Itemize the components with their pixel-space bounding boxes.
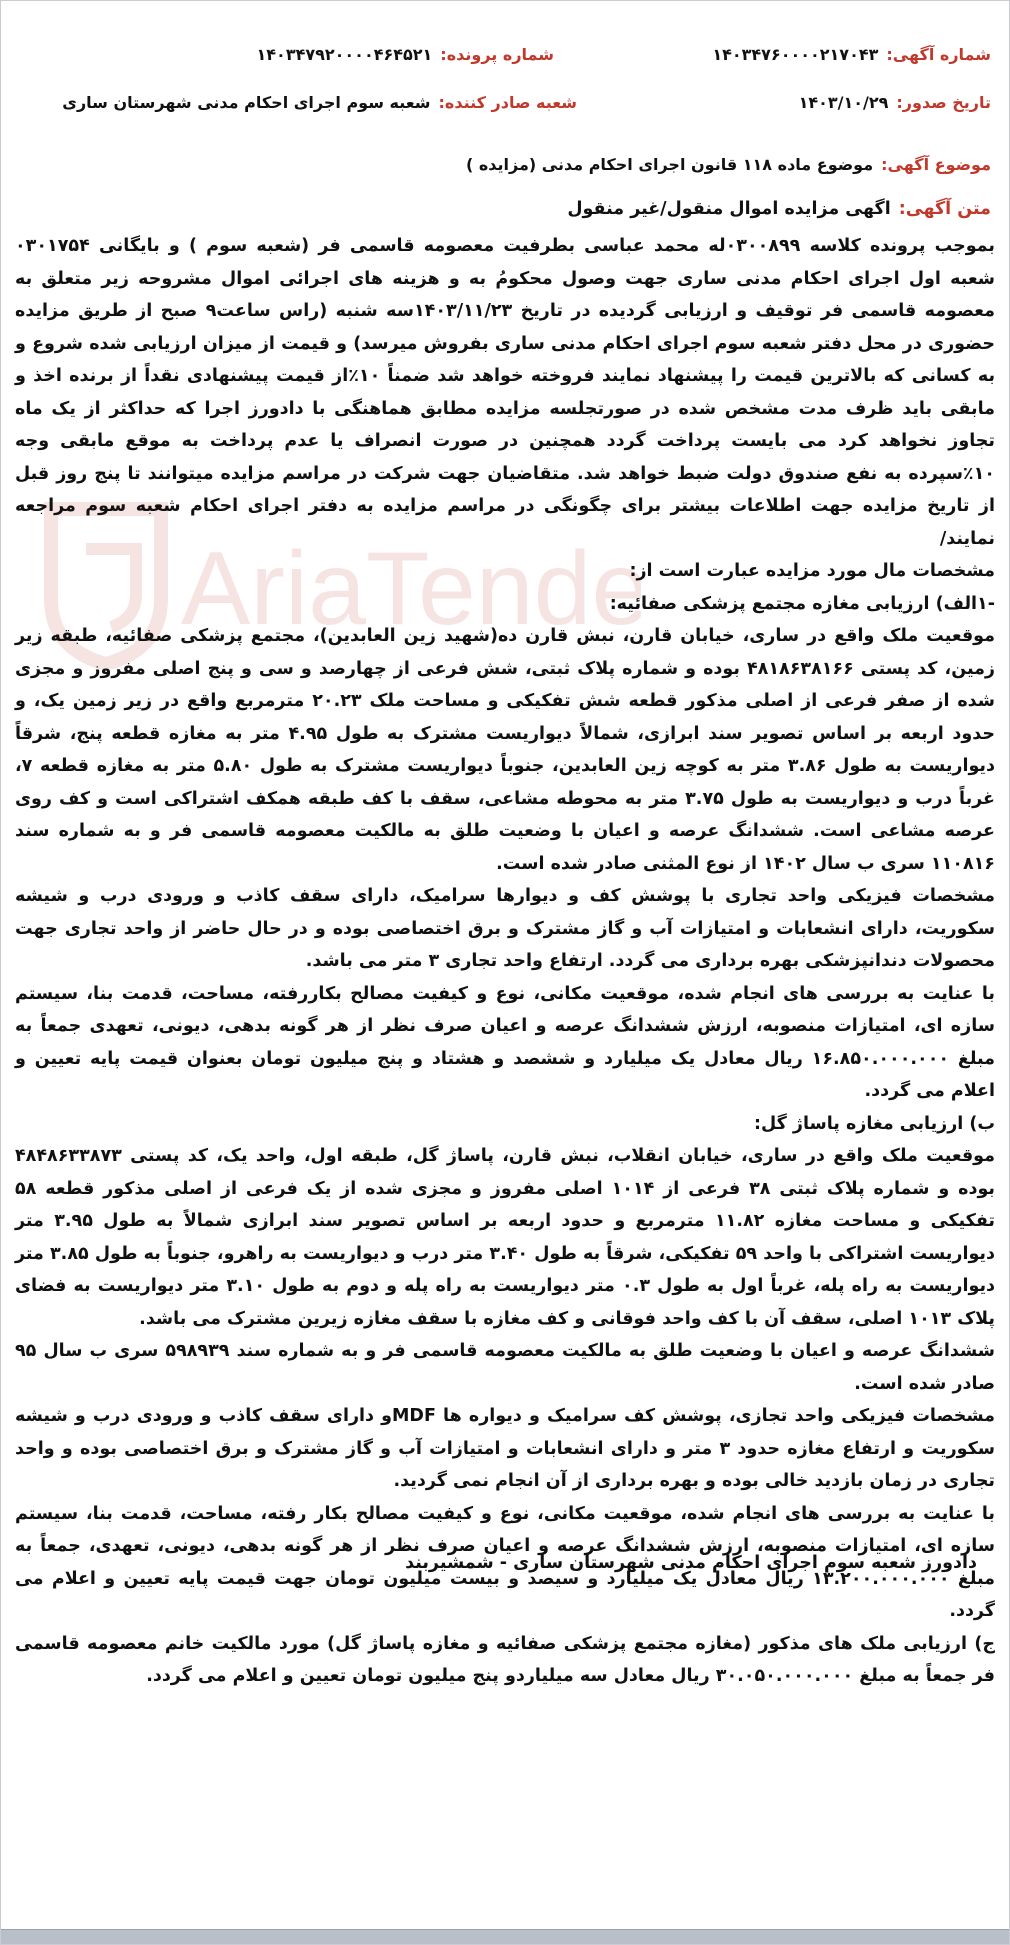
signature-line: دادورز شعبه سوم اجرای احکام مدنی شهرستان ساری - شمشیربند xyxy=(405,1553,977,1573)
intro-paragraph: بموجب پرونده کلاسه ۰۳۰۰۸۹۹له محمد عباسی بطرفیت معصومه قاسمی فر (شعبه سوم ) و بایگانی ۰۳۰۱۷۵۴ شعبه اول اجرای احکام مدنی ساری جهت وصول محکومُ به و هزینه های اجرائی اموال مشروحه زیر متعلق به معصومه قاسمی فر توقیف و ارزیابی گردیده در تاریخ ۱۴۰۳/۱۱/۲۳سه شنبه (راس ساعت۹ صبح از طریق مزایده حضوری در محل دفتر شعبه سوم اجرای احکام مدنی ساری بفروش میرسد) و قیمت از میزان ارزیابی شده شروع و به کسانی که بالاترین قیمت را پیشنهاد نمایند فروخته خواهد شد ضمناً ۱۰٪از قیمت پیشنهادی نقداً از برنده اخذ و مابقی باید ظرف مدت مشخص شده در صورتجلسه مزایده مطابق هماهنگی با دادورز اجرا که حداکثر از یک ماه تجاوز نخواهد کرد می بایست پرداخت گردد همچنین در صورت انصراف یا عدم پرداخت به موقع مابقی وجه ۱۰٪سپرده به نفع صندوق دولت ضبط خواهد شد. متقاضیان جهت شرکت در مراسم مزایده میتوانند تا پنج روز قبل از تاریخ مزایده جهت اطلاعات بیشتر برای چگونگی در مراسم مزایده به دفتر اجرای احکام شعبه سوم مراجعه نمایند/ xyxy=(15,236,996,549)
case-number-value: ۱۴۰۳۴۷۹۲۰۰۰۰۴۶۴۵۲۱ xyxy=(256,45,433,64)
issue-date-field xyxy=(799,93,991,112)
item-a-physical-paragraph: مشخصات فیزیکی واحد تجاری با پوشش کف و دیوارها سرامیک، دارای سقف کاذب و ورودی درب و شیشه سکوریت، دارای انشعابات و امتیازات آب و گاز مشترک و برق اختصاصی بوده و در حال حاضر از واحد تجاری جهت محصولات دندانپزشکی بهره برداری می گردد. ارتفاع واحد تجاری ۳ متر می باشد. xyxy=(15,886,995,971)
text-title-field xyxy=(567,199,991,219)
item-b-location-paragraph: موقعیت ملک واقع در ساری، خیابان انقلاب، نبش قارن، پاساژ گل، طبقه اول، واحد یک، کد پستی ۴۸۴۸۶۳۳۸۷۳ بوده و شماره پلاک ثبتی ۳۸ فرعی از ۱۰۱۴ اصلی مفروز و مجزی شده از یک فرعی از اصلی مذکور قطعه ۵۸ تفکیکی و مساحت مغازه ۱۱.۸۲ مترمربع و حدود اربعه بر اساس تصویر سند ابرازی شمالاً به طول ۳.۹۵ متر دیواریست اشتراکی با واحد ۵۹ تفکیکی، شرقاً به طول ۳.۴۰ متر درب و دیواریست به راهرو، جنوباً به طول ۳.۸۵ متر دیواریست به راه پله، غرباً اول به طول ۰.۳ متر دیواریست به راه پله و دوم به طول ۳.۱۰ متر دیواریست به فضای پلاک ۱۰۱۳ اصلی، سقف آن با کف واحد فوقانی و کف مغازه با سقف مغازه زیرین مشترک می باشد. xyxy=(15,1146,996,1329)
item-b-heading: ب) ارزیابی مغازه پاساژ گل: xyxy=(753,1113,995,1134)
item-c-paragraph: ج) ارزیابی ملک های مذکور (مغازه مجتمع پزشکی صفائیه و مغازه پاساژ گل) مورد مالکیت خانم معصومه قاسمی فر جمعاً به مبلغ ۳۰.۰۵۰.۰۰۰.۰۰۰ ریال معادل سه میلیاردو پنج میلیون تومان تعیین و اعلام می گردد. xyxy=(15,1633,995,1686)
case-number-label: شماره پرونده: xyxy=(440,45,554,64)
issue-date-label: تاریخ صدور: xyxy=(896,93,991,112)
item-a-heading: -۱الف) ارزیابی مغازه مجتمع پزشکی صفائیه: xyxy=(609,593,995,614)
subject-label: موضوع آگهی: xyxy=(881,155,991,174)
notice-body xyxy=(15,230,995,1693)
subject-field xyxy=(466,155,991,174)
text-label: متن آگهی: xyxy=(898,199,991,219)
ad-number-value: ۱۴۰۳۴۷۶۰۰۰۰۲۱۷۰۴۳ xyxy=(712,45,879,64)
item-b-physical-paragraph: مشخصات فیزیکی واحد تجازی، پوشش کف سرامیک و دیواره ها MDFو دارای سقف کاذب و ورودی درب و شیشه سکوریت و ارتفاع مغازه حدود ۳ متر و دارای انشعابات و امتیازات آب و گاز مشترک و برق اختصاصی بوده و واحد تجاری در زمان بازدید خالی بوده و بهره برداری از آن انجام نمی گردید. xyxy=(15,1406,995,1491)
item-a-location-paragraph: موقعیت ملک واقع در ساری، خیابان قارن، نبش قارن ده(شهید زین العابدین)، مجتمع پزشکی صفائیه، طبقه زیر زمین، کد پستی ۴۸۱۸۶۳۸۱۶۶ بوده و شماره پلاک ثبتی، شش فرعی از چهارصد و سی و پنج اصلی مفروز و مجزی شده از صفر فرعی از اصلی مذکور قطعه شش تفکیکی و مساحت ملک ۲۰.۲۳ مترمربع واقع در زیر زمین یک، و حدود اربعه بر اساس تصویر سند ابرازی، شمالاً دیواریست مشترک به طول ۴.۹۵ متر به مغازه قطعه پنج، شرقاً دیواریست به طول ۳.۸۶ متر به کوچه زین العابدین، جنوباً دیواریست مشترک به طول ۵.۸۰ متر به مغازه قطعه ۷، غرباً درب و دیواریست به طول ۳.۷۵ متر به محوطه مشاعی، سقف با کف طبقه همکف اشتراکی است و کف روی عرصه مشاعی است. ششدانگ عرصه و اعیان با وضعیت طلق به مالکیت معصومه قاسمی فر و به شماره سند ۱۱۰۸۱۶ سری ب سال ۱۴۰۲ از نوع المثنی صادر شده است. xyxy=(15,626,995,874)
bottom-bar xyxy=(1,1929,1009,1944)
subject-value: موضوع ماده ۱۱۸ قانون اجرای احکام مدنی (مزایده ) xyxy=(465,155,874,174)
case-number-field xyxy=(257,45,554,64)
issuing-branch-field xyxy=(62,93,577,112)
watermark-text: AriaTende xyxy=(181,531,641,647)
issuing-branch-value: شعبه سوم اجرای احکام مدنی شهرستان ساری xyxy=(62,93,431,112)
spec-heading: مشخصات مال مورد مزایده عبارت است از: xyxy=(629,561,995,581)
item-b-value-paragraph: با عنایت به بررسی های انجام شده، موقعیت مکانی، نوع و کیفیت مصالح بکار رفته، مساحت، قدمت بنا، سیستم سازه ای، امتیازات منصوبه، ارزش ششدانگ عرصه و اعیان صرف نظر از هر گونه بدهی، دیونی، تعهدی، جمعاً به مبلغ ۱۳.۲۰۰.۰۰۰.۰۰۰ ریال معادل یک میلیارد و سیصد و بیست میلیون تومان جهت قیمت پایه تعیین و اعلام می گردد. xyxy=(15,1503,996,1621)
issue-date-value: ۱۴۰۳/۱۰/۲۹ xyxy=(798,93,889,112)
ad-number-label: شماره آگهی: xyxy=(886,45,991,64)
item-a-value-paragraph: با عنایت به بررسی های انجام شده، موقعیت مکانی، نوع و کیفیت مصالح بکاررفته، مساحت، قدمت بنا، سیستم سازه ای، امتیازات منصوبه، ارزش ششدانگ عرصه و اعیان صرف نظر از هر گونه بدهی، دیونی، تعهدی جمعاً به مبلغ ۱۶.۸۵۰.۰۰۰.۰۰۰ ریال معادل یک میلیارد و ششصد و هشتاد و پنج میلیون تومان بعنوان قیمت پایه تعیین و اعلام می گردد. xyxy=(15,983,995,1101)
ad-number-field xyxy=(712,45,991,64)
text-title-value: اگهی مزایده اموال منقول/غیر منقول xyxy=(567,199,891,219)
issuing-branch-label: شعبه صادر کننده: xyxy=(438,93,577,112)
item-b-owner-paragraph: ششدانگ عرصه و اعیان با وضعیت طلق به مالکیت معصومه قاسمی فر و به شماره سند ۵۹۸۹۳۹ سری ب سال ۹۵ صادر شده است. xyxy=(15,1341,995,1394)
